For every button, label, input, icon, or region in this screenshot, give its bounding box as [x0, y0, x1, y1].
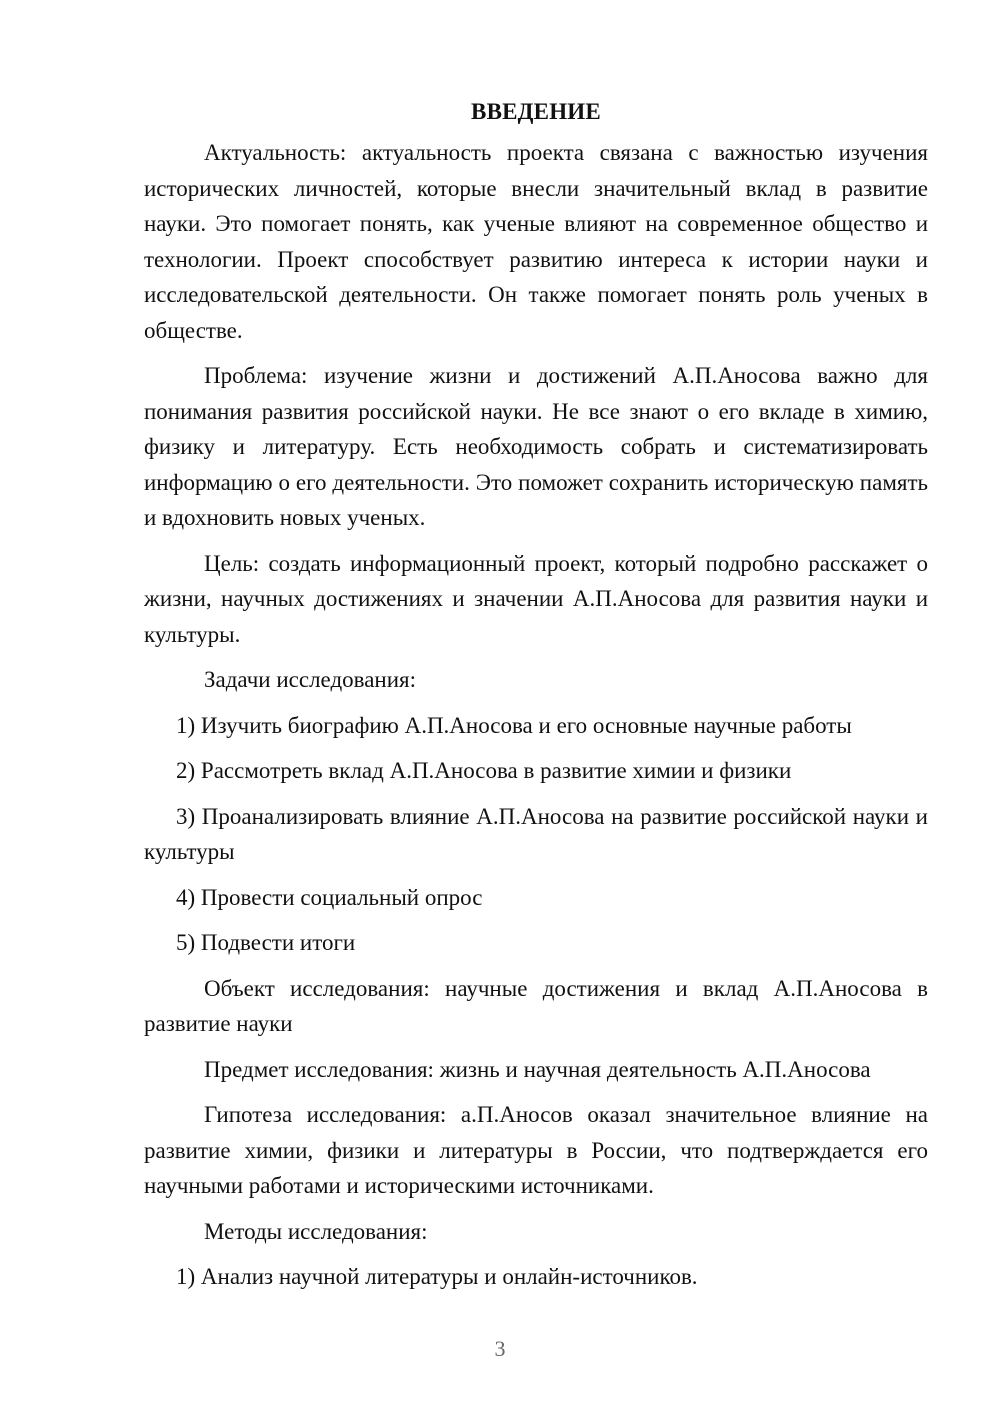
hypothesis-paragraph: Гипотеза исследования: а.П.Аносов оказал значительное влияние на развитие химии, физики и литературы в России, что подтверждается его научными работами и историческими источниками.	[144, 1102, 928, 1198]
page-title: ВВЕДЕНИЕ	[471, 99, 601, 124]
methods-heading: Методы исследования:	[204, 1218, 428, 1244]
relevance-paragraph: Актуальность: актуальность проекта связана с важностью изучения исторических личностей, которые внесли значительный вклад в развитие науки. Это помогает понять, как ученые влияют на современное общество и технологии. Проект способствует развитию интереса к истории науки и исследовательской деятельности. Он также помогает понять роль ученых в обществе.	[144, 140, 928, 343]
task-item-4: 4) Провести социальный опрос	[176, 884, 483, 910]
page-number: 3	[494, 1336, 506, 1361]
tasks-heading: Задачи исследования:	[204, 667, 417, 692]
task-item-3: 3) Проанализировать влияние А.П.Аносова на развитие российской науки и культуры	[144, 803, 928, 864]
object-paragraph: Объект исследования: научные достижения и вклад А.П.Аносова в развитие науки	[144, 975, 928, 1036]
problem-paragraph: Проблема: изучение жизни и достижений А.П.Аносова важно для понимания развития российской науки. Не все знают о его вкладе в химию, физику и литературу. Есть необходимость собрать и систематизировать информацию о его деятельности. Это поможет сохранить историческую память и вдохновить новых ученых.	[144, 363, 928, 530]
subject-paragraph: Предмет исследования: жизнь и научная деятельность А.П.Аносова	[204, 1056, 871, 1082]
task-item-5: 5) Подвести итоги	[176, 930, 356, 955]
page-content	[144, 94, 928, 1305]
task-item-2: 2) Рассмотреть вклад А.П.Аносова в развитие химии и физики	[176, 758, 792, 783]
goal-paragraph: Цель: создать информационный проект, который подробно расскажет о жизни, научных достижениях и значении А.П.Аносова для развития науки и культуры.	[144, 550, 928, 647]
method-item-1: 1) Анализ научной литературы и онлайн-источников.	[176, 1264, 698, 1289]
task-item-1: 1) Изучить биографию А.П.Аносова и его основные научные работы	[176, 712, 852, 738]
